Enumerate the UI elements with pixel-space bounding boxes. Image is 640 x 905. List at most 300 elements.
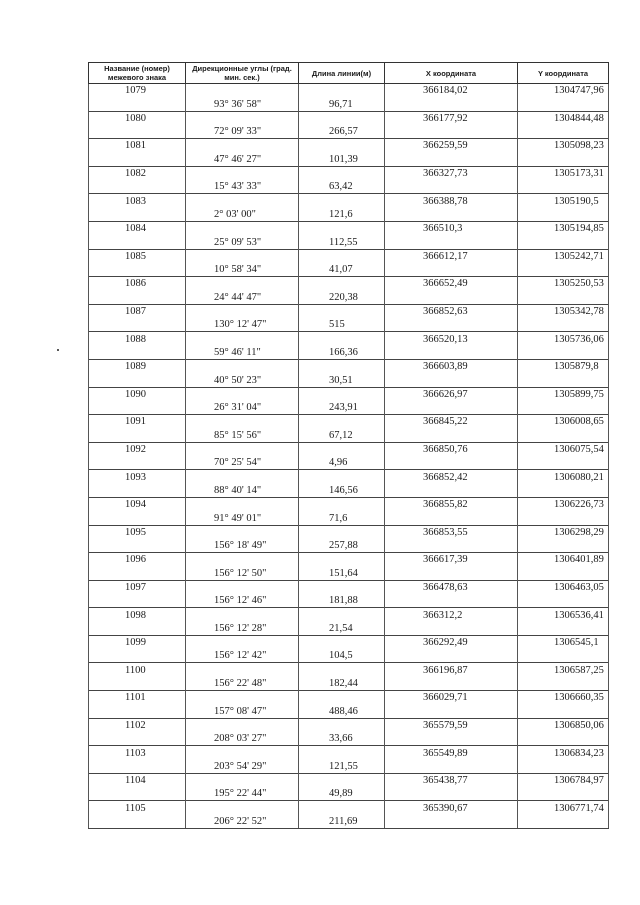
empty-cell	[299, 553, 385, 567]
point-row	[89, 553, 609, 567]
y-coordinate: 1305736,06	[518, 332, 609, 346]
y-coordinate: 1306226,73	[518, 497, 609, 511]
empty-cell	[385, 649, 518, 663]
x-coordinate: 366850,76	[385, 442, 518, 456]
point-name: 1082	[89, 166, 186, 180]
empty-cell	[89, 677, 186, 691]
y-coordinate: 1305190,5	[518, 194, 609, 208]
segment-row	[89, 594, 609, 608]
line-length: 63,42	[299, 180, 385, 194]
x-coordinate: 366852,63	[385, 304, 518, 318]
point-row	[89, 139, 609, 153]
direction-angle: 47° 46' 27"	[186, 152, 299, 166]
empty-cell	[299, 166, 385, 180]
x-coordinate: 366855,82	[385, 497, 518, 511]
point-row	[89, 663, 609, 677]
empty-cell	[186, 608, 299, 622]
empty-cell	[518, 97, 609, 111]
empty-cell	[518, 401, 609, 415]
empty-cell	[186, 773, 299, 787]
point-row	[89, 497, 609, 511]
segment-row	[89, 318, 609, 332]
line-length: 220,38	[299, 290, 385, 304]
empty-cell	[385, 677, 518, 691]
point-row	[89, 359, 609, 373]
x-coordinate: 366617,39	[385, 553, 518, 567]
empty-cell	[299, 635, 385, 649]
direction-angle: 15° 43' 33"	[186, 180, 299, 194]
empty-cell	[89, 97, 186, 111]
x-coordinate: 366196,87	[385, 663, 518, 677]
y-coordinate: 1306075,54	[518, 442, 609, 456]
empty-cell	[299, 387, 385, 401]
empty-cell	[385, 594, 518, 608]
empty-cell	[385, 373, 518, 387]
empty-cell	[518, 484, 609, 498]
point-name: 1099	[89, 635, 186, 649]
empty-cell	[385, 180, 518, 194]
direction-angle: 156° 12' 50"	[186, 566, 299, 580]
x-coordinate: 365549,89	[385, 746, 518, 760]
empty-cell	[518, 290, 609, 304]
point-row	[89, 387, 609, 401]
x-coordinate: 366388,78	[385, 194, 518, 208]
point-name: 1086	[89, 277, 186, 291]
point-name: 1094	[89, 497, 186, 511]
empty-cell	[385, 511, 518, 525]
point-name: 1095	[89, 525, 186, 539]
empty-cell	[518, 373, 609, 387]
point-row	[89, 801, 609, 815]
empty-cell	[385, 318, 518, 332]
empty-cell	[299, 746, 385, 760]
point-name: 1089	[89, 359, 186, 373]
empty-cell	[385, 235, 518, 249]
line-length: 515	[299, 318, 385, 332]
empty-cell	[89, 401, 186, 415]
empty-cell	[518, 649, 609, 663]
point-row	[89, 525, 609, 539]
header-angle: Дирекционные углы (град. мин. сек.)	[186, 63, 299, 84]
point-name: 1100	[89, 663, 186, 677]
point-name: 1098	[89, 608, 186, 622]
empty-cell	[299, 359, 385, 373]
x-coordinate: 366652,49	[385, 277, 518, 291]
empty-cell	[186, 663, 299, 677]
segment-row	[89, 152, 609, 166]
segment-row	[89, 704, 609, 718]
direction-angle: 156° 18' 49"	[186, 539, 299, 553]
segment-row	[89, 346, 609, 360]
point-name: 1090	[89, 387, 186, 401]
y-coordinate: 1306080,21	[518, 470, 609, 484]
segment-row	[89, 677, 609, 691]
empty-cell	[518, 428, 609, 442]
line-length: 257,88	[299, 539, 385, 553]
segment-row	[89, 125, 609, 139]
empty-cell	[385, 97, 518, 111]
segment-row	[89, 732, 609, 746]
x-coordinate: 366478,63	[385, 580, 518, 594]
header-row	[89, 63, 609, 84]
empty-cell	[299, 139, 385, 153]
point-row	[89, 635, 609, 649]
y-coordinate: 1306660,35	[518, 691, 609, 705]
point-row	[89, 221, 609, 235]
segment-row	[89, 484, 609, 498]
empty-cell	[518, 318, 609, 332]
x-coordinate: 366626,97	[385, 387, 518, 401]
y-coordinate: 1305242,71	[518, 249, 609, 263]
y-coordinate: 1306008,65	[518, 415, 609, 429]
segment-row	[89, 622, 609, 636]
point-row	[89, 84, 609, 98]
empty-cell	[89, 263, 186, 277]
x-coordinate: 366292,49	[385, 635, 518, 649]
empty-cell	[186, 304, 299, 318]
line-length: 146,56	[299, 484, 385, 498]
empty-cell	[186, 387, 299, 401]
direction-angle: 59° 46' 11"	[186, 346, 299, 360]
empty-cell	[299, 415, 385, 429]
line-length: 33,66	[299, 732, 385, 746]
segment-row	[89, 373, 609, 387]
empty-cell	[385, 263, 518, 277]
segment-row	[89, 566, 609, 580]
point-row	[89, 773, 609, 787]
empty-cell	[89, 125, 186, 139]
line-length: 266,57	[299, 125, 385, 139]
direction-angle: 40° 50' 23"	[186, 373, 299, 387]
line-length: 243,91	[299, 401, 385, 415]
segment-row	[89, 235, 609, 249]
point-name: 1105	[89, 801, 186, 815]
y-coordinate: 1306784,97	[518, 773, 609, 787]
point-name: 1103	[89, 746, 186, 760]
point-row	[89, 277, 609, 291]
empty-cell	[186, 221, 299, 235]
empty-cell	[186, 332, 299, 346]
point-name: 1084	[89, 221, 186, 235]
x-coordinate: 366259,59	[385, 139, 518, 153]
empty-cell	[186, 166, 299, 180]
empty-cell	[385, 787, 518, 801]
empty-cell	[518, 456, 609, 470]
point-row	[89, 442, 609, 456]
segment-row	[89, 539, 609, 553]
header-length: Длина линии(м)	[299, 63, 385, 84]
empty-cell	[518, 760, 609, 774]
y-coordinate: 1305879,8	[518, 359, 609, 373]
x-coordinate: 365390,67	[385, 801, 518, 815]
segment-row	[89, 263, 609, 277]
direction-angle: 93° 36' 58"	[186, 97, 299, 111]
y-coordinate: 1305899,75	[518, 387, 609, 401]
line-length: 104,5	[299, 649, 385, 663]
line-length: 166,36	[299, 346, 385, 360]
empty-cell	[186, 553, 299, 567]
segment-row	[89, 208, 609, 222]
header-y: Y координата	[518, 63, 609, 84]
direction-angle: 24° 44' 47"	[186, 290, 299, 304]
line-length: 71,6	[299, 511, 385, 525]
direction-angle: 156° 12' 42"	[186, 649, 299, 663]
empty-cell	[518, 125, 609, 139]
empty-cell	[299, 580, 385, 594]
empty-cell	[299, 773, 385, 787]
empty-cell	[385, 346, 518, 360]
empty-cell	[518, 622, 609, 636]
point-name: 1079	[89, 84, 186, 98]
empty-cell	[385, 704, 518, 718]
direction-angle: 156° 22' 48"	[186, 677, 299, 691]
empty-cell	[186, 470, 299, 484]
line-length: 30,51	[299, 373, 385, 387]
empty-cell	[518, 566, 609, 580]
empty-cell	[89, 456, 186, 470]
line-length: 112,55	[299, 235, 385, 249]
segment-row	[89, 815, 609, 829]
empty-cell	[299, 525, 385, 539]
point-row	[89, 415, 609, 429]
y-coordinate: 1306298,29	[518, 525, 609, 539]
point-row	[89, 166, 609, 180]
empty-cell	[89, 484, 186, 498]
direction-angle: 88° 40' 14"	[186, 484, 299, 498]
empty-cell	[518, 208, 609, 222]
empty-cell	[299, 84, 385, 98]
y-coordinate: 1304844,48	[518, 111, 609, 125]
y-coordinate: 1305173,31	[518, 166, 609, 180]
empty-cell	[518, 235, 609, 249]
empty-cell	[89, 208, 186, 222]
y-coordinate: 1306463,05	[518, 580, 609, 594]
point-name: 1093	[89, 470, 186, 484]
point-name: 1080	[89, 111, 186, 125]
empty-cell	[89, 346, 186, 360]
direction-angle: 85° 15' 56"	[186, 428, 299, 442]
empty-cell	[89, 428, 186, 442]
empty-cell	[89, 622, 186, 636]
segment-row	[89, 97, 609, 111]
empty-cell	[518, 787, 609, 801]
point-name: 1085	[89, 249, 186, 263]
empty-cell	[89, 649, 186, 663]
y-coordinate: 1306834,23	[518, 746, 609, 760]
empty-cell	[89, 511, 186, 525]
point-name: 1097	[89, 580, 186, 594]
empty-cell	[299, 442, 385, 456]
point-row	[89, 718, 609, 732]
x-coordinate: 366603,89	[385, 359, 518, 373]
segment-row	[89, 787, 609, 801]
header-x: X координата	[385, 63, 518, 84]
empty-cell	[186, 691, 299, 705]
empty-cell	[89, 152, 186, 166]
empty-cell	[518, 815, 609, 829]
empty-cell	[186, 580, 299, 594]
y-coordinate: 1305250,53	[518, 277, 609, 291]
empty-cell	[186, 718, 299, 732]
y-coordinate: 1306850,06	[518, 718, 609, 732]
empty-cell	[385, 539, 518, 553]
empty-cell	[89, 373, 186, 387]
point-row	[89, 746, 609, 760]
line-length: 121,55	[299, 760, 385, 774]
segment-row	[89, 649, 609, 663]
segment-row	[89, 290, 609, 304]
x-coordinate: 366327,73	[385, 166, 518, 180]
point-name: 1096	[89, 553, 186, 567]
x-coordinate: 365579,59	[385, 718, 518, 732]
line-length: 181,88	[299, 594, 385, 608]
empty-cell	[89, 704, 186, 718]
empty-cell	[186, 497, 299, 511]
empty-cell	[299, 497, 385, 511]
line-length: 121,6	[299, 208, 385, 222]
y-coordinate: 1305098,23	[518, 139, 609, 153]
point-name: 1083	[89, 194, 186, 208]
x-coordinate: 366845,22	[385, 415, 518, 429]
line-length: 96,71	[299, 97, 385, 111]
line-length: 488,46	[299, 704, 385, 718]
point-row	[89, 194, 609, 208]
empty-cell	[299, 249, 385, 263]
direction-angle: 26° 31' 04"	[186, 401, 299, 415]
empty-cell	[518, 704, 609, 718]
empty-cell	[518, 539, 609, 553]
empty-cell	[385, 125, 518, 139]
x-coordinate: 366520,13	[385, 332, 518, 346]
empty-cell	[385, 428, 518, 442]
empty-cell	[299, 332, 385, 346]
y-coordinate: 1306545,1	[518, 635, 609, 649]
line-length: 182,44	[299, 677, 385, 691]
empty-cell	[518, 180, 609, 194]
y-coordinate: 1306401,89	[518, 553, 609, 567]
empty-cell	[299, 718, 385, 732]
point-name: 1092	[89, 442, 186, 456]
empty-cell	[186, 359, 299, 373]
empty-cell	[89, 290, 186, 304]
point-row	[89, 111, 609, 125]
empty-cell	[299, 304, 385, 318]
point-row	[89, 608, 609, 622]
empty-cell	[299, 470, 385, 484]
empty-cell	[385, 815, 518, 829]
line-length: 101,39	[299, 152, 385, 166]
empty-cell	[186, 249, 299, 263]
point-row	[89, 691, 609, 705]
empty-cell	[299, 801, 385, 815]
empty-cell	[299, 663, 385, 677]
point-name: 1101	[89, 691, 186, 705]
x-coordinate: 366852,42	[385, 470, 518, 484]
segment-row	[89, 180, 609, 194]
x-coordinate: 366853,55	[385, 525, 518, 539]
empty-cell	[518, 677, 609, 691]
direction-angle: 195° 22' 44"	[186, 787, 299, 801]
x-coordinate: 366312,2	[385, 608, 518, 622]
point-row	[89, 304, 609, 318]
direction-angle: 157° 08' 47"	[186, 704, 299, 718]
direction-angle: 206° 22' 52"	[186, 815, 299, 829]
direction-angle: 25° 09' 53"	[186, 235, 299, 249]
empty-cell	[186, 194, 299, 208]
empty-cell	[89, 180, 186, 194]
segment-row	[89, 456, 609, 470]
empty-cell	[385, 622, 518, 636]
empty-cell	[385, 290, 518, 304]
direction-angle: 70° 25' 54"	[186, 456, 299, 470]
line-length: 41,07	[299, 263, 385, 277]
direction-angle: 203° 54' 29"	[186, 760, 299, 774]
direction-angle: 156° 12' 28"	[186, 622, 299, 636]
x-coordinate: 366029,71	[385, 691, 518, 705]
empty-cell	[385, 484, 518, 498]
empty-cell	[89, 539, 186, 553]
y-coordinate: 1304747,96	[518, 84, 609, 98]
empty-cell	[186, 801, 299, 815]
empty-cell	[299, 194, 385, 208]
line-length: 67,12	[299, 428, 385, 442]
empty-cell	[385, 401, 518, 415]
segment-row	[89, 511, 609, 525]
empty-cell	[299, 608, 385, 622]
empty-cell	[518, 346, 609, 360]
direction-angle: 208° 03' 27"	[186, 732, 299, 746]
point-row	[89, 249, 609, 263]
point-name: 1087	[89, 304, 186, 318]
empty-cell	[186, 746, 299, 760]
point-row	[89, 580, 609, 594]
empty-cell	[186, 277, 299, 291]
empty-cell	[518, 732, 609, 746]
direction-angle: 130° 12' 47"	[186, 318, 299, 332]
line-length: 49,89	[299, 787, 385, 801]
direction-angle: 2° 03' 00"	[186, 208, 299, 222]
empty-cell	[89, 787, 186, 801]
empty-cell	[89, 594, 186, 608]
point-name: 1104	[89, 773, 186, 787]
empty-cell	[518, 152, 609, 166]
y-coordinate: 1306771,74	[518, 801, 609, 815]
point-name: 1102	[89, 718, 186, 732]
point-name: 1091	[89, 415, 186, 429]
line-length: 21,54	[299, 622, 385, 636]
empty-cell	[385, 760, 518, 774]
segment-row	[89, 760, 609, 774]
empty-cell	[385, 152, 518, 166]
table-body	[89, 84, 609, 829]
empty-cell	[186, 139, 299, 153]
segment-row	[89, 428, 609, 442]
empty-cell	[385, 456, 518, 470]
empty-cell	[518, 594, 609, 608]
empty-cell	[89, 760, 186, 774]
scan-speck	[57, 349, 59, 351]
empty-cell	[299, 277, 385, 291]
empty-cell	[89, 732, 186, 746]
empty-cell	[186, 111, 299, 125]
empty-cell	[89, 815, 186, 829]
empty-cell	[89, 566, 186, 580]
empty-cell	[186, 635, 299, 649]
line-length: 211,69	[299, 815, 385, 829]
direction-angle: 156° 12' 46"	[186, 594, 299, 608]
x-coordinate: 366184,02	[385, 84, 518, 98]
point-name: 1088	[89, 332, 186, 346]
